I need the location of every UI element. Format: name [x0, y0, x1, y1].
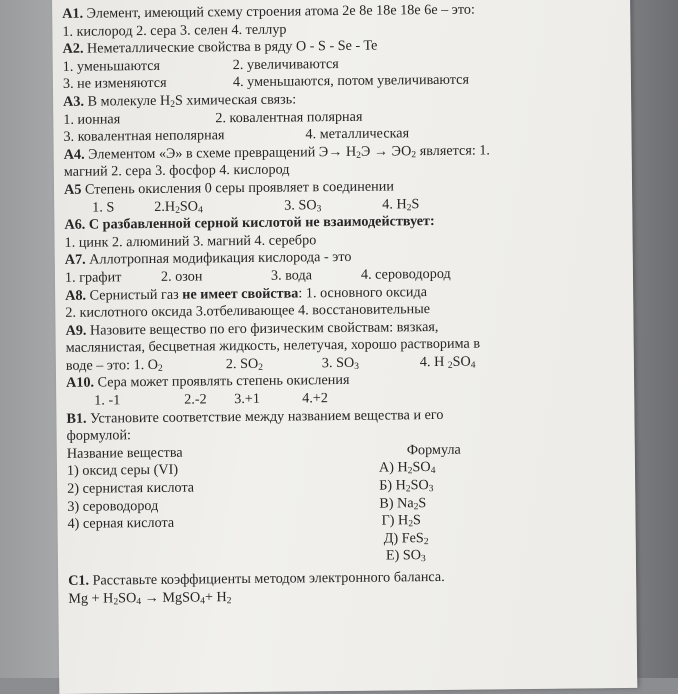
question-label: А9. [65, 322, 87, 339]
option-3: 3. $SO_3$ [284, 196, 322, 214]
option-3: 3.+1 [234, 390, 261, 408]
question-text: Степень окисления 0 серы проявляет в соединении [81, 178, 394, 198]
question-label: А8. [65, 287, 87, 304]
question-label: А7. [64, 251, 86, 269]
question-label: А3. [63, 93, 85, 110]
options-text: магний 2. сера 3. фосфор 4. кислород [63, 161, 290, 181]
subscript: 2 [356, 150, 362, 161]
question-emphasis: не имеет свойства [182, 284, 299, 303]
question-label: А5 [63, 181, 82, 198]
option-4: 4.+2 [302, 390, 329, 407]
question-text: Сера может проявлять степень окисления [93, 372, 350, 392]
substance-name-4: 4) серная кислота [67, 514, 175, 533]
question-label: А4. [63, 146, 85, 163]
option-2: 2.-2 [184, 391, 207, 408]
subscript: 2 [411, 149, 417, 160]
question-text: : 1. основного оксида [298, 283, 428, 301]
substance-name-1: 1) оксид серы (VI) [66, 462, 179, 480]
background-left [0, 0, 60, 678]
substance-name-2: 2) сернистая кислота [67, 479, 195, 497]
question-text: В молекуле H [83, 92, 171, 110]
substance-name-3: 3) сероводород [67, 497, 159, 515]
formula-header: Формула [406, 441, 461, 459]
option-1: 1. уменьшаются [62, 57, 161, 75]
option-1: 1. S [92, 198, 115, 216]
option-4: 4. сероводород [360, 265, 451, 283]
option-2: $2.H_2SO_4$ [154, 198, 203, 216]
question-text: формулой: [66, 427, 132, 445]
option-4: 4. $H_2S$ [382, 195, 420, 213]
formula-g: Г) $H_2S$ [381, 512, 421, 530]
question-text: Расставьте коэффициенты методом электронного баланса. [88, 568, 445, 589]
worksheet-paper [52, 0, 637, 694]
option-1: воде – это: 1. $O_2$ [65, 356, 163, 374]
question-text: Неметаллические свойства в ряду О - S - Se - Te [83, 37, 378, 57]
option-1: 1. -1 [94, 392, 121, 409]
option-2: 2. озон [160, 268, 203, 285]
options-text: 1. цинк 2. алюминий 3. магний 4. серебро [64, 231, 317, 251]
question-label: А6. С разбавленной серной кислотой не взаимодействует: [64, 213, 435, 234]
options-text: 1. кислород 2. сера 3. селен 4. теллур [62, 21, 287, 40]
question-text: S химическая связь: [174, 91, 297, 109]
formula-d: Д) FeS$_2$ [383, 529, 429, 547]
option-1: 1. ионная [63, 110, 121, 128]
question-label: А1. [62, 5, 84, 22]
question-text: Элемент, имеющий схему строения атома 2е 8е 18е 18е 6е – это: [83, 1, 475, 22]
formula-e: Е) $SO_3$ [385, 547, 426, 565]
equation: $Mg + H_2SO_4$ → MgSO$_4$+ $H_2$ [68, 588, 232, 607]
option-4: 4. уменьшаются, потом увеличиваются [232, 72, 470, 91]
option-4: 4. металлическая [305, 125, 410, 143]
question-label: В1. [66, 410, 87, 427]
option-2: 2. ковалентная полярная [215, 108, 363, 126]
option-3: 3. ковалентная неполярная [63, 127, 225, 146]
subscript: 2 [170, 99, 176, 110]
option-2: 2. $SO_2$ [225, 355, 264, 373]
formula-b: Б) $H_2SO_3$ [379, 477, 434, 495]
names-header: Название вещества [66, 444, 183, 462]
options-text: 2. кислотного оксида 3.отбеливающее 4. восстановительные [65, 301, 431, 321]
question-label: А2. [62, 40, 84, 58]
worksheet-content [62, 0, 633, 608]
option-3: 3. вода [270, 267, 313, 284]
option-1: 1. графит [64, 269, 122, 286]
option-3: 3. $SO_3$ [321, 354, 360, 372]
question-label: А10. [65, 375, 95, 392]
option-4: 4. H $_2SO_4$ [419, 353, 476, 371]
formula-a: А) $H_2SO_4$ [378, 459, 436, 477]
question-text: маслянистая, бесцветная жидкость, нелетучая, хорошо растворима в [65, 335, 481, 357]
question-text: Аллотропная модификация кислорода - это [85, 249, 352, 268]
question-text: Э → ЭО [360, 142, 412, 160]
question-text: Назовите вещество по его физическим свойствам: вязкая, [86, 318, 439, 339]
question-label: С1. [68, 572, 90, 589]
option-3: 3. не изменяются [62, 75, 167, 93]
question-text: Установите соответствие между названием вещества и его [86, 406, 444, 427]
question-text: Элементом «Э» в схеме превращений Э→ H [84, 143, 357, 163]
question-text: является: 1. [416, 142, 491, 159]
formula-v: В) $Na_2S$ [379, 494, 427, 512]
question-text: Сернистый газ [85, 286, 183, 304]
option-2: 2. увеличиваются [232, 55, 339, 73]
